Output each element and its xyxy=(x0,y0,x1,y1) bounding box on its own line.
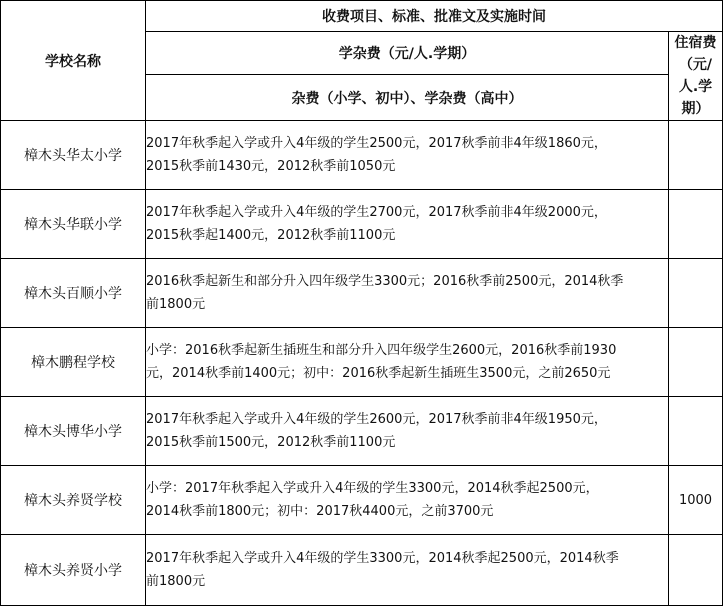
dorm-header-line: 住宿费 xyxy=(674,35,717,51)
fee-line: 2017年秋季起入学或升入4年级的学生2600元，2017秋季前非4年级1950元， xyxy=(146,412,607,427)
school-name-header: 学校名称 xyxy=(1,1,146,121)
fee-line: 2017年秋季起入学或升入4年级的学生2500元，2017秋季前非4年级1860元， xyxy=(146,136,607,151)
fee-cell xyxy=(146,535,669,606)
school-name-cell: 樟木鹏程学校 xyxy=(1,328,146,397)
fee-line: 2015秋季起1400元，2012秋季前1100元 xyxy=(146,228,396,243)
dorm-fee-header xyxy=(669,32,723,121)
table-row xyxy=(1,259,723,328)
dorm-fee-cell xyxy=(669,259,723,328)
fee-line: 2015秋季前1500元，2012秋季前1100元 xyxy=(146,435,396,450)
school-name-cell: 樟木头华太小学 xyxy=(1,121,146,190)
dorm-header-line: 人.学 xyxy=(678,79,713,95)
fee-line: 元，2014秋季前1400元；初中：2016秋季起新生插班生3500元，之前2650元 xyxy=(146,366,611,381)
table-row xyxy=(1,397,723,466)
fee-cell xyxy=(146,190,669,259)
table-row xyxy=(1,328,723,397)
dorm-fee-cell xyxy=(669,328,723,397)
school-name-cell: 樟木头养贤学校 xyxy=(1,466,146,535)
table-row xyxy=(1,466,723,535)
fee-line: 前1800元 xyxy=(146,574,206,589)
dorm-fee-cell: 1000 xyxy=(669,466,723,535)
fee-line: 前1800元 xyxy=(146,297,206,312)
school-name-cell: 樟木头百顺小学 xyxy=(1,259,146,328)
fee-line: 小学：2017年秋季起入学或升入4年级的学生3300元，2014秋季起2500元， xyxy=(146,481,599,496)
fee-group-header: 收费项目、标准、批准文及实施时间 xyxy=(146,1,723,32)
dorm-fee-cell xyxy=(669,190,723,259)
dorm-fee-cell xyxy=(669,397,723,466)
fee-cell xyxy=(146,328,669,397)
table-row xyxy=(1,535,723,606)
tuition-header: 学杂费（元/人.学期） xyxy=(146,32,669,75)
school-name-cell: 樟木头博华小学 xyxy=(1,397,146,466)
table-row xyxy=(1,121,723,190)
fee-line: 2017年秋季起入学或升入4年级的学生2700元，2017秋季前非4年级2000元， xyxy=(146,205,607,220)
fee-cell xyxy=(146,259,669,328)
school-name-cell: 樟木头养贤小学 xyxy=(1,535,146,606)
fee-line: 2014秋季前1800元；初中：2017秋4400元，之前3700元 xyxy=(146,504,494,519)
fee-line: 2017年秋季起入学或升入4年级的学生3300元，2014秋季起2500元，2014秋季 xyxy=(146,551,619,566)
table-row xyxy=(1,190,723,259)
dorm-fee-cell xyxy=(669,121,723,190)
dorm-fee-cell xyxy=(669,535,723,606)
tuition-subheader: 杂费（小学、初中）、学杂费（高中） xyxy=(146,75,669,121)
fee-cell xyxy=(146,466,669,535)
dorm-header-line: （元/ xyxy=(678,57,713,73)
fee-line: 小学：2016秋季起新生插班生和部分升入四年级学生2600元，2016秋季前1930 xyxy=(146,343,617,358)
dorm-header-line: 期） xyxy=(681,101,710,117)
school-name-cell: 樟木头华联小学 xyxy=(1,190,146,259)
fee-line: 2015秋季前1430元，2012秋季前1050元 xyxy=(146,159,396,174)
fee-cell xyxy=(146,397,669,466)
fee-line: 2016秋季起新生和部分升入四年级学生3300元；2016秋季前2500元，2014秋季 xyxy=(146,274,624,289)
fee-cell xyxy=(146,121,669,190)
